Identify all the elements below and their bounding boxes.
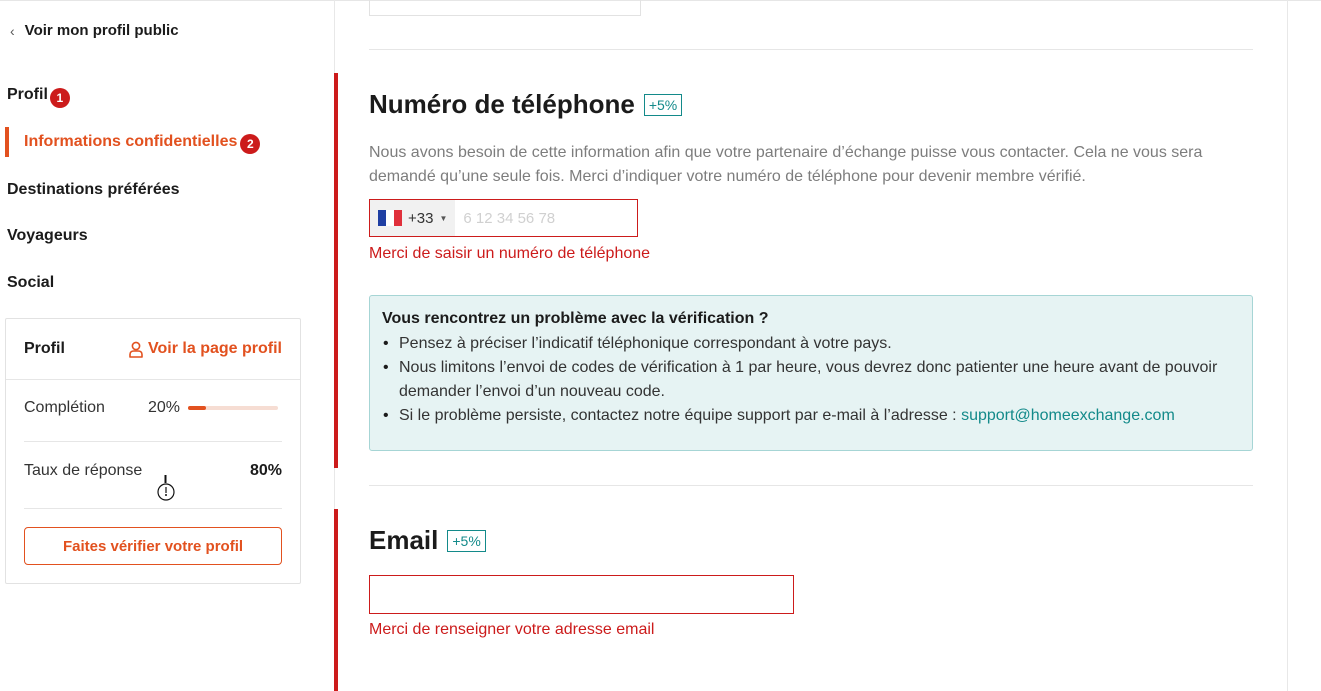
- response-rate-value: 80%: [249, 462, 282, 479]
- sidebar-item-label: Informations confidentielles: [24, 133, 238, 150]
- completion-label: Complétion: [24, 399, 105, 416]
- divider: [24, 441, 282, 442]
- sidebar-item-profil[interactable]: [7, 82, 70, 108]
- card-header: [6, 319, 300, 380]
- sidebar-item-label: Destinations préférées: [7, 181, 180, 198]
- help-title: Vous rencontrez un problème avec la vérification ?: [382, 310, 769, 327]
- verification-help-box: [369, 295, 1253, 451]
- email-field: [369, 575, 794, 614]
- view-profile-page-link[interactable]: [128, 340, 282, 358]
- completion-row: [24, 399, 282, 417]
- back-to-public-profile-link[interactable]: [10, 22, 179, 39]
- phone-error-indicator: [334, 73, 338, 468]
- phone-field: [369, 199, 638, 237]
- help-list: [382, 332, 1240, 428]
- email-error-indicator: [334, 509, 338, 691]
- main-content: [336, 0, 1288, 691]
- sidebar-item-destinations[interactable]: [7, 181, 180, 199]
- phone-bonus-tag: +5%: [644, 94, 682, 116]
- country-code-select[interactable]: [370, 200, 455, 236]
- sidebar-item-informations-confidentielles[interactable]: [5, 127, 260, 157]
- sidebar: [0, 0, 335, 691]
- notification-badge: 2: [240, 134, 260, 154]
- list-item: • Si le problème persiste, contactez notre équipe support par e-mail à l’adresse : support@homeexchange.com: [382, 404, 1240, 428]
- view-profile-label: Voir la page profil: [148, 340, 282, 357]
- card-title: Profil: [24, 340, 65, 357]
- list-item: • Nous limitons l’envoi de codes de vérification à 1 par heure, vous devrez donc patienter une heure avant de pouvoir demander l’envoi d’un nouveau code.: [382, 356, 1240, 404]
- completion-progress-bar: [188, 406, 278, 410]
- email-error-message: Merci de renseigner votre adresse email: [369, 621, 655, 638]
- mouse-cursor-icon: [156, 474, 176, 502]
- content-right-border: [1287, 0, 1288, 691]
- sidebar-item-label: Social: [7, 274, 55, 291]
- completion-value: 20%: [148, 399, 181, 416]
- phone-section-title: [369, 89, 682, 120]
- back-link-label: Voir mon profil public: [24, 22, 179, 39]
- sidebar-item-label: Profil: [7, 86, 48, 103]
- response-rate-row: [24, 462, 282, 480]
- email-bonus-tag: +5%: [447, 530, 485, 552]
- user-icon: [128, 341, 144, 358]
- profile-summary-card: [5, 318, 301, 584]
- response-rate-label: Taux de réponse: [24, 462, 143, 479]
- country-code-value: +33: [408, 209, 434, 227]
- sidebar-item-voyageurs[interactable]: [7, 227, 88, 245]
- section-divider: [369, 49, 1253, 50]
- chevron-left-icon: ‹: [10, 22, 15, 39]
- section-divider: [369, 485, 1253, 486]
- phone-title: Numéro de téléphone: [369, 89, 635, 119]
- sidebar-item-social[interactable]: [7, 274, 54, 292]
- notification-badge: 1: [50, 88, 70, 108]
- completion-progress-fill: [188, 406, 206, 410]
- sidebar-item-label: Voyageurs: [7, 227, 88, 244]
- phone-input[interactable]: [455, 210, 625, 227]
- divider: [24, 508, 282, 509]
- previous-field: [369, 0, 641, 16]
- email-section-title: [369, 525, 486, 556]
- caret-down-icon: ▼: [439, 213, 448, 223]
- phone-description: Nous avons besoin de cette information afin que votre partenaire d’échange puisse vous contacter. Cela ne vous sera demandé qu’une seule fois. Merci d’indiquer votre numéro de téléphone pour devenir membre vérifié.: [369, 144, 1203, 185]
- phone-error-message: Merci de saisir un numéro de téléphone: [369, 245, 651, 262]
- france-flag-icon: [378, 210, 402, 226]
- email-input[interactable]: [370, 576, 793, 613]
- email-title: Email: [369, 525, 439, 555]
- verify-profile-button[interactable]: Faites vérifier votre profil: [24, 527, 282, 565]
- list-item: • Pensez à préciser l’indicatif téléphonique correspondant à votre pays.: [382, 332, 1240, 356]
- support-email-link[interactable]: support@homeexchange.com: [961, 407, 1175, 424]
